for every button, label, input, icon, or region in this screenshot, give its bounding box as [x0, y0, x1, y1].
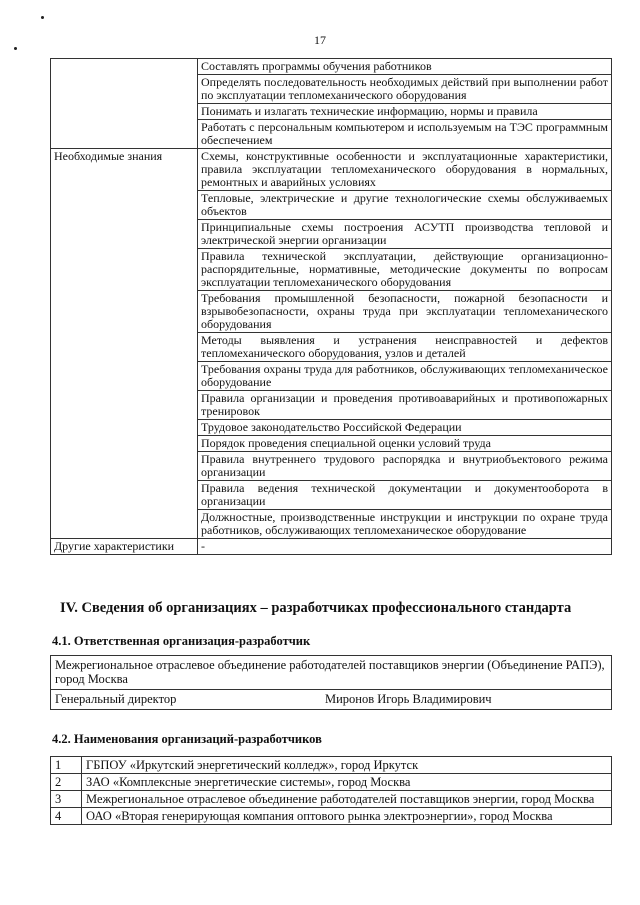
competency-item: -	[198, 539, 612, 555]
developer-name: Межрегиональное отраслевое объединение работодателей поставщиков энергии, город Москва	[82, 791, 612, 808]
developer-number: 4	[51, 808, 82, 825]
developer-number: 2	[51, 774, 82, 791]
competency-item: Трудовое законодательство Российской Федерации	[198, 420, 612, 436]
competency-item: Схемы, конструктивные особенности и эксплуатационные характеристики, правила эксплуатации тепломеханического оборудования в нормальных, ремонтных и аварийных условиях	[198, 149, 612, 191]
scan-mark-top	[41, 16, 44, 19]
competency-item: Методы выявления и устранения неисправностей и дефектов тепломеханического оборудования, узлов и деталей	[198, 333, 612, 362]
developers-title: 4.2. Наименования организаций-разработчиков	[52, 732, 322, 746]
competency-category: Необходимые знания	[51, 149, 198, 539]
competency-item: Правила организации и проведения противоаварийных и противопожарных тренировок	[198, 391, 612, 420]
competency-item: Требования охраны труда для работников, обслуживающих тепломеханическое оборудование	[198, 362, 612, 391]
developer-name: ОАО «Вторая генерирующая компания оптового рынка электроэнергии», город Москва	[82, 808, 612, 825]
competency-item: Принципиальные схемы построения АСУТП производства тепловой и электрической энергии организации	[198, 220, 612, 249]
director-role: Генеральный директор	[55, 692, 177, 706]
competency-row	[51, 59, 612, 75]
competency-row	[51, 149, 612, 191]
section-heading: IV. Сведения об организациях – разработчиках профессионального стандарта	[60, 600, 572, 616]
competency-item: Составлять программы обучения работников	[198, 59, 612, 75]
competency-item: Требования промышленной безопасности, пожарной безопасности и взрывобезопасности, охраны труда при эксплуатации тепломеханического оборудования	[198, 291, 612, 333]
developer-name: ЗАО «Комплексные энергетические системы», город Москва	[82, 774, 612, 791]
competency-row	[51, 539, 612, 555]
developer-row	[51, 774, 612, 791]
competency-item: Порядок проведения специальной оценки условий труда	[198, 436, 612, 452]
competency-table	[50, 58, 612, 555]
developer-row	[51, 757, 612, 774]
responsible-org-title: 4.1. Ответственная организация-разработчик	[52, 634, 311, 648]
competency-item: Работать с персональным компьютером и используемым на ТЭС программным обеспечением	[198, 120, 612, 149]
competency-item: Правила технической эксплуатации, действующие организационно-распорядительные, нормативные, методические документы по вопросам эксплуатации тепломеханического оборудования	[198, 249, 612, 291]
competency-item: Определять последовательность необходимых действий при выполнении работ по эксплуатации тепломеханического оборудования	[198, 75, 612, 104]
developers-table	[50, 756, 612, 825]
competency-item: Правила ведения технической документации и документооборота в организации	[198, 481, 612, 510]
developer-number: 3	[51, 791, 82, 808]
competency-category	[51, 59, 198, 149]
responsible-org-name: Межрегиональное отраслевое объединение работодателей поставщиков энергии (Объединение РАПЭ), город Москва	[51, 656, 612, 690]
developer-name: ГБПОУ «Иркутский энергетический колледж», город Иркутск	[82, 757, 612, 774]
developer-row	[51, 808, 612, 825]
developer-number: 1	[51, 757, 82, 774]
competency-item: Правила внутреннего трудового распорядка и внутриобъектового режима организации	[198, 452, 612, 481]
competency-item: Понимать и излагать технические информацию, нормы и правила	[198, 104, 612, 120]
competency-item: Тепловые, электрические и другие технологические схемы обслуживаемых объектов	[198, 191, 612, 220]
competency-item: Должностные, производственные инструкции и инструкции по охране труда работников, обслуживающих тепломеханическое оборудование	[198, 510, 612, 539]
responsible-org-row	[51, 656, 612, 690]
competency-category: Другие характеристики	[51, 539, 198, 555]
responsible-org-table	[50, 655, 612, 710]
director-row	[51, 690, 612, 710]
developer-row	[51, 791, 612, 808]
director-name: Миронов Игорь Владимирович	[325, 692, 492, 706]
page-number: 17	[314, 33, 326, 47]
